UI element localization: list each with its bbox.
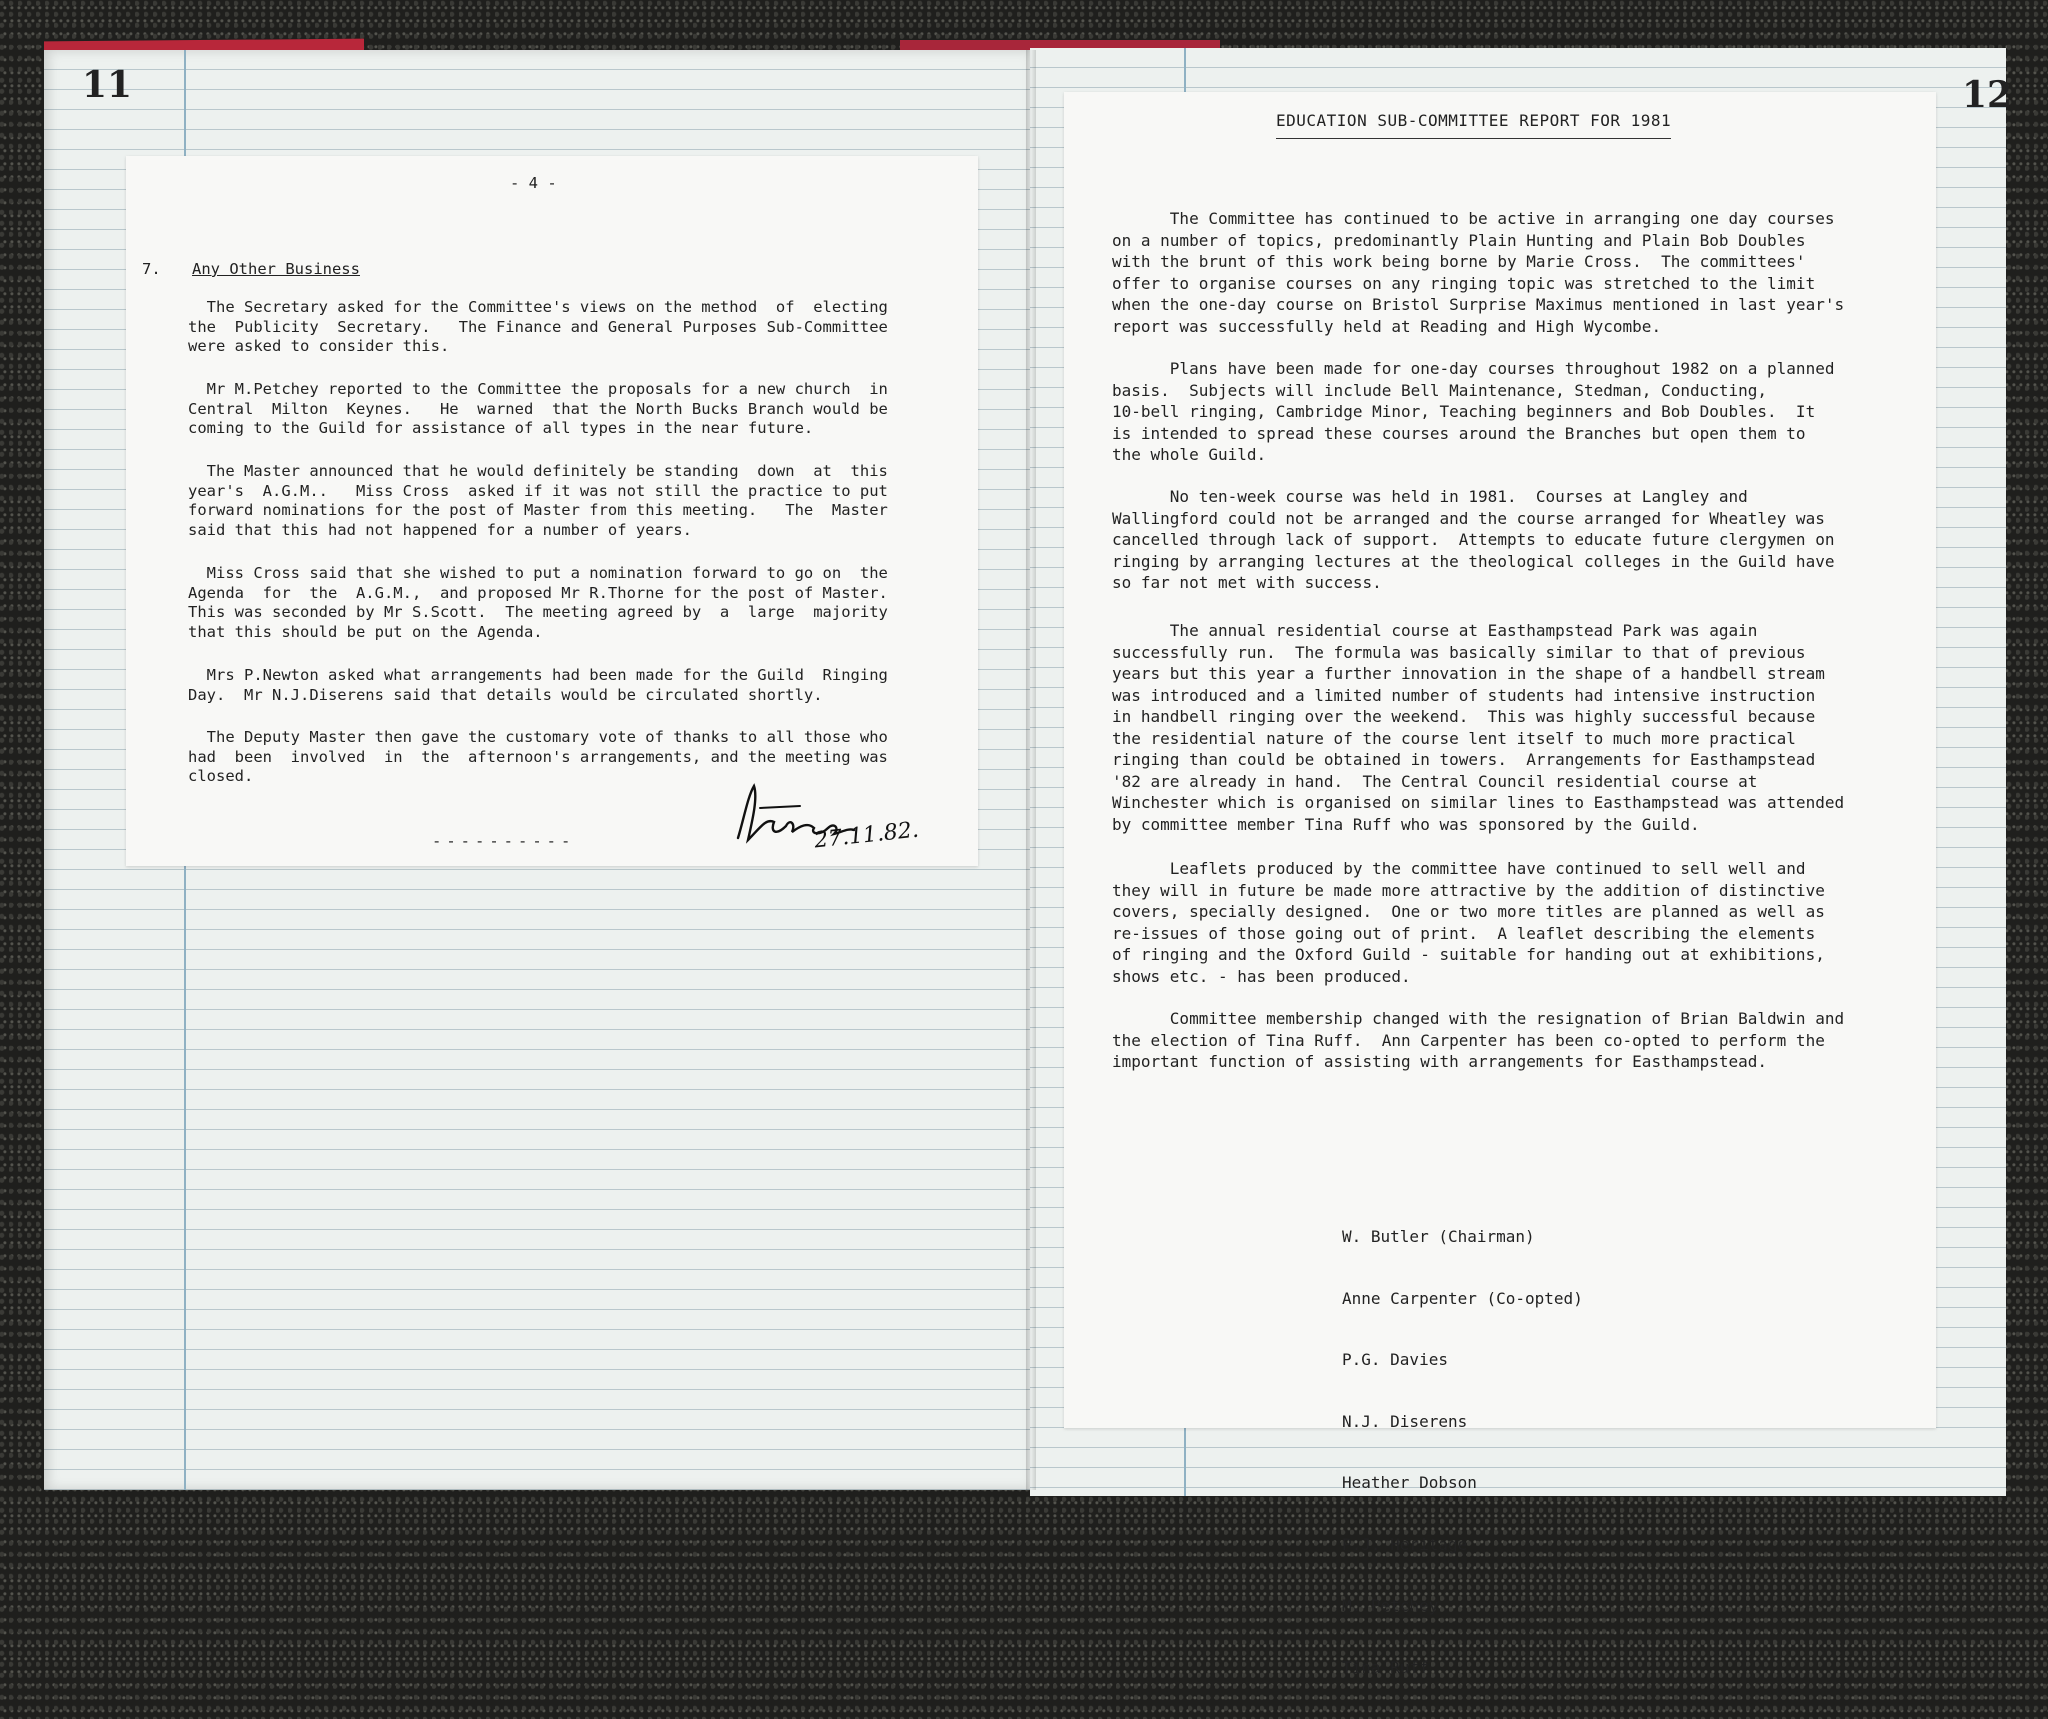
signature-date: 27.11.82.: [812, 817, 920, 854]
member-name: Tina Ruff: [1342, 1657, 1429, 1677]
member-name: M. Petchey: [1342, 1596, 1439, 1615]
agenda-item-number: 7.: [142, 260, 161, 278]
report-paragraph: Plans have been made for one-day courses throughout 1982 on a planned basis. Subjects will include Bell Maintenance, Stedman, Conducting, 10-bell ringing, Cambridge Minor, Teaching beginners and Bob Doubles. It is intended to spread these courses around the Branches but open them to the whole Guild.: [1112, 359, 1835, 464]
member-name: Anne Carpenter (Co-opted): [1342, 1288, 1583, 1308]
member-name: N.J. Diserens: [1342, 1411, 1468, 1431]
report-paragraph: The Committee has continued to be active in arranging one day courses on a number of topics, predominantly Plain Hunting and Plain Bob Doubles with the brunt of this work being borne by Marie Cross. The committees' offer to organise courses on any ringing topic was stretched to the limit when the one-day course on Bristol Surprise Maximus mentioned in last year's report was successfully held at Reading and High Wycombe.: [1112, 209, 1845, 336]
report-paragraph: The annual residential course at Easthampstead Park was again successfully run. The formula was basically similar to that of previous years but this year a further innovation in the shape of a handbell stream was introduced and a limited number of students had intensive instruction in handbell ringing over the weekend. This was highly successful because the residential nature of the course lent itself to much more practical ringing than could be obtained in towers. Arrangements for Easthampstead '82 are already in hand. The Central Council residential course at Winchester which is organised on similar lines to Easthampstead was attended by committee member Tina Ruff who was sponsored by the Guild.: [1112, 621, 1845, 834]
committee-members-list: [1342, 1186, 1583, 1719]
report-paragraph: Committee membership changed with the resignation of Brian Baldwin and the election of Tina Ruff. Ann Carpenter has been co-opted to perform the important function of assisting with arrangements for Easthampstead.: [1112, 1009, 1845, 1071]
minutes-sheet: [126, 156, 978, 866]
member-name: W. Butler (Chairman): [1342, 1227, 1535, 1246]
page-number-right: 12: [1962, 74, 2013, 116]
report-paragraph: Leaflets produced by the committee have continued to sell well and they will in future be made more attractive by the addition of distinctive covers, specially designed. One or two more titles are planned as well as re-issues of those going out of print. A leaflet describing the elements of ringing and the Oxford Guild - suitable for handing out at exhibitions, shows etc. - has been produced.: [1112, 859, 1825, 986]
member-name: P.J. Heritage: [1342, 1534, 1468, 1554]
report-paragraph: No ten-week course was held in 1981. Courses at Langley and Wallingford could not be arranged and the course arranged for Wheatley was cancelled through lack of support. Attempts to educate future clergymen on ringing by arranging lectures at the theological colleges in the Guild have so far not met with success.: [1112, 487, 1835, 592]
book-spine: [1026, 50, 1036, 1490]
minutes-paragraph: Mr M.Petchey reported to the Committee the proposals for a new church in Central Milton Keynes. He warned that the North Bucks Branch would be coming to the Guild for assistance of all types in the near future.: [188, 380, 888, 437]
minutes-paragraph: The Deputy Master then gave the customary vote of thanks to all those who had been involved in the afternoon's arrangements, and the meeting was closed.: [188, 728, 888, 785]
report-sheet: [1064, 92, 1936, 1677]
separator-dashes: ----------: [432, 832, 576, 850]
member-name: Heather Dobson: [1342, 1473, 1477, 1492]
minutes-paragraph: Mrs P.Newton asked what arrangements had been made for the Guild Ringing Day. Mr N.J.Diserens said that details would be circulated shortly.: [188, 666, 888, 704]
minutes-paragraph: The Secretary asked for the Committee's views on the method of electing the Publicity Secretary. The Finance and General Purposes Sub-Committee were asked to consider this.: [188, 298, 888, 355]
minutes-paragraph: Miss Cross said that she wished to put a nomination forward to go on the Agenda for the A.G.M., and proposed Mr R.Thorne for the post of Master. This was seconded by Mr S.Scott. The meeting agreed by a large majority that this should be put on the Agenda.: [188, 564, 888, 641]
page-number-left: 11: [82, 64, 133, 106]
agenda-item-title: Any Other Business: [192, 260, 360, 278]
sheet-page-mark: - 4 -: [510, 174, 557, 192]
member-name: P.G. Davies: [1342, 1350, 1448, 1369]
minutes-paragraph: The Master announced that he would definitely be standing down at this year's A.G.M.. Miss Cross asked if it was not still the practice to put forward nominations for the post of Master from this meeting. The Master said that this had not happened for a number of years.: [188, 462, 888, 539]
report-title: EDUCATION SUB-COMMITTEE REPORT FOR 1981: [1276, 110, 1671, 139]
